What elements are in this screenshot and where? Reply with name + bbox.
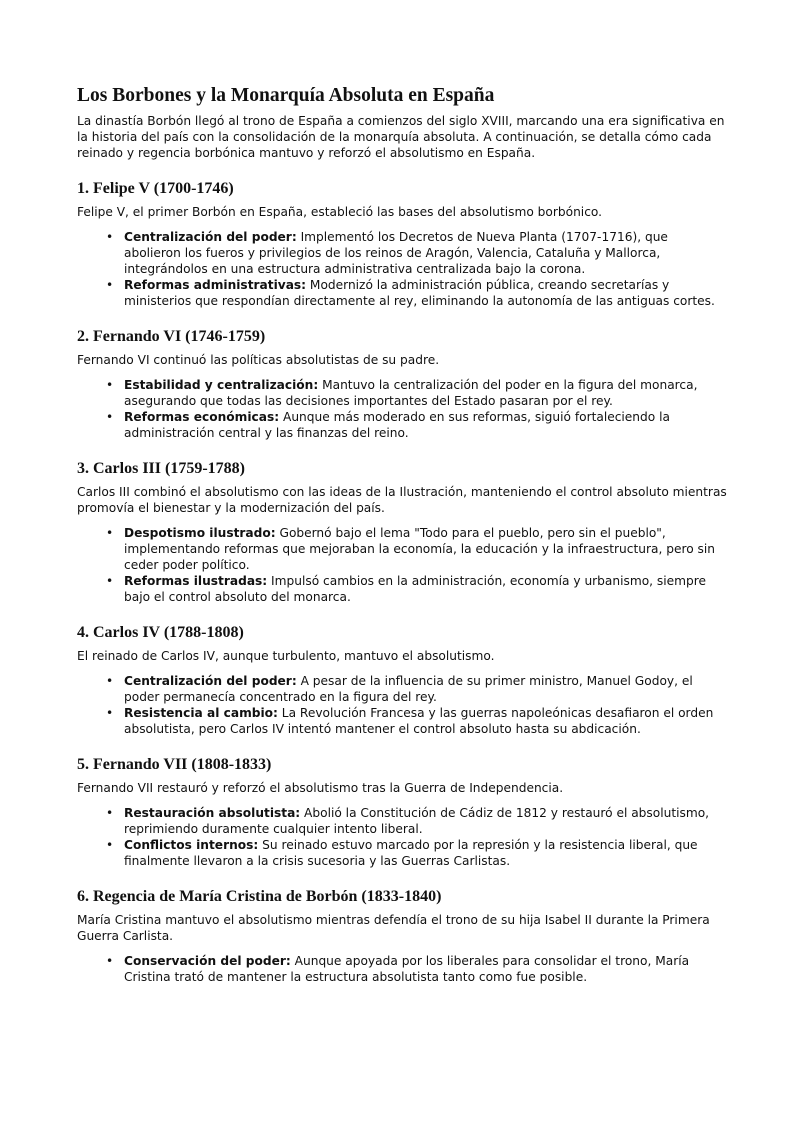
list-item — [106, 573, 727, 605]
item-description: Abolió la Constitución de Cádiz de 1812 y restauró el absolutismo, reprimiendo duramente cualquier intento liberal. — [124, 806, 710, 836]
item-term: Reformas económicas: — [124, 410, 280, 424]
bullet-icon: • — [106, 838, 114, 852]
bullet-icon: • — [106, 706, 114, 720]
list-item — [106, 805, 727, 837]
list-item — [106, 673, 727, 705]
item-term: Centralización del poder: — [124, 230, 297, 244]
item-term: Conservación del poder: — [124, 954, 291, 968]
item-description: Impulsó cambios en la administración, economía y urbanismo, siempre bajo el control absoluto del monarca. — [124, 574, 707, 604]
list-item — [106, 953, 727, 985]
section-intro: El reinado de Carlos IV, aunque turbulento, mantuvo el absolutismo. — [77, 649, 495, 663]
item-term: Resistencia al cambio: — [124, 706, 278, 720]
bullet-icon: • — [106, 806, 114, 820]
section-intro: Felipe V, el primer Borbón en España, estableció las bases del absolutismo borbónico. — [77, 205, 603, 219]
section-heading: 2. Fernando VI (1746-1759) — [77, 328, 266, 345]
section-heading: 4. Carlos IV (1788-1808) — [77, 624, 244, 641]
item-description: Su reinado estuvo marcado por la represión y la resistencia liberal, que finalmente llevaron a la crisis sucesoria y las Guerras Carlistas. — [124, 838, 698, 868]
section-maria-cristina — [77, 887, 727, 985]
section-intro: María Cristina mantuvo el absolutismo mientras defendía el trono de su hija Isabel II durante la Primera Guerra Carlista. — [77, 913, 710, 943]
list-item — [106, 409, 727, 441]
item-term: Restauración absolutista: — [124, 806, 301, 820]
item-term: Reformas ilustradas: — [124, 574, 268, 588]
intro-paragraph: La dinastía Borbón llegó al trono de España a comienzos del siglo XVIII, marcando una era significativa en la historia del país con la consolidación de la monarquía absoluta. A continuación, se detalla cómo cada reinado y regencia borbónica mantuvo y reforzó el absolutismo en España. — [77, 114, 725, 160]
section-felipe-v — [77, 179, 727, 309]
bullet-icon: • — [106, 574, 114, 588]
list-item — [106, 229, 727, 277]
bullet-icon: • — [106, 378, 114, 392]
document-page — [77, 84, 727, 1003]
bullet-icon: • — [106, 410, 114, 424]
section-intro: Fernando VI continuó las políticas absolutistas de su padre. — [77, 353, 440, 367]
item-description: Aunque apoyada por los liberales para consolidar el trono, María Cristina trató de mantener la estructura absolutista tanto como fue posible. — [124, 954, 690, 984]
list-item — [106, 525, 727, 573]
item-description: Gobernó bajo el lema "Todo para el pueblo, pero sin el pueblo", implementando reformas que mejoraban la economía, la educación y la infraestructura, pero sin ceder poder político. — [124, 526, 715, 572]
item-term: Despotismo ilustrado: — [124, 526, 276, 540]
section-fernando-vi — [77, 327, 727, 441]
bullet-icon: • — [106, 954, 114, 968]
item-description: La Revolución Francesa y las guerras napoleónicas desafiaron el orden absolutista, pero Carlos IV intentó mantener el control absoluto hasta su abdicación. — [124, 706, 714, 736]
item-description: Modernizó la administración pública, creando secretarías y ministerios que respondían directamente al rey, eliminando la autonomía de las antiguas cortes. — [124, 278, 715, 308]
item-description: Mantuvo la centralización del poder en la figura del monarca, asegurando que todas las decisiones importantes del Estado pasaran por el rey. — [124, 378, 698, 408]
list-item — [106, 377, 727, 409]
bullet-icon: • — [106, 674, 114, 688]
section-heading: 1. Felipe V (1700-1746) — [77, 180, 234, 197]
bullet-list — [77, 377, 727, 441]
item-term: Estabilidad y centralización: — [124, 378, 319, 392]
bullet-icon: • — [106, 278, 114, 292]
section-heading: 5. Fernando VII (1808-1833) — [77, 756, 272, 773]
bullet-icon: • — [106, 526, 114, 540]
section-carlos-iii — [77, 459, 727, 605]
bullet-list — [77, 525, 727, 605]
item-description: Implementó los Decretos de Nueva Planta (1707-1716), que abolieron los fueros y privilegios de los reinos de Aragón, Valencia, Cataluña y Mallorca, integrándolos en una estructura administrativa centralizada bajo la corona. — [124, 230, 668, 276]
list-item — [106, 837, 727, 869]
bullet-list — [77, 673, 727, 737]
item-description: Aunque más moderado en sus reformas, siguió fortaleciendo la administración central y las finanzas del reino. — [124, 410, 670, 440]
section-carlos-iv — [77, 623, 727, 737]
bullet-list — [77, 229, 727, 309]
item-description: A pesar de la influencia de su primer ministro, Manuel Godoy, el poder permanecía concentrado en la figura del rey. — [124, 674, 693, 704]
item-term: Reformas administrativas: — [124, 278, 307, 292]
section-intro: Carlos III combinó el absolutismo con las ideas de la Ilustración, manteniendo el control absoluto mientras promovía el bienestar y la modernización del país. — [77, 485, 727, 515]
bullet-list — [77, 805, 727, 869]
page-title: Los Borbones y la Monarquía Absoluta en España — [77, 85, 495, 106]
list-item — [106, 277, 727, 309]
section-heading: 6. Regencia de María Cristina de Borbón (1833-1840) — [77, 888, 442, 905]
section-fernando-vii — [77, 755, 727, 869]
item-term: Centralización del poder: — [124, 674, 297, 688]
section-intro: Fernando VII restauró y reforzó el absolutismo tras la Guerra de Independencia. — [77, 781, 564, 795]
item-term: Conflictos internos: — [124, 838, 259, 852]
section-heading: 3. Carlos III (1759-1788) — [77, 460, 245, 477]
bullet-icon: • — [106, 230, 114, 244]
list-item — [106, 705, 727, 737]
bullet-list — [77, 953, 727, 985]
